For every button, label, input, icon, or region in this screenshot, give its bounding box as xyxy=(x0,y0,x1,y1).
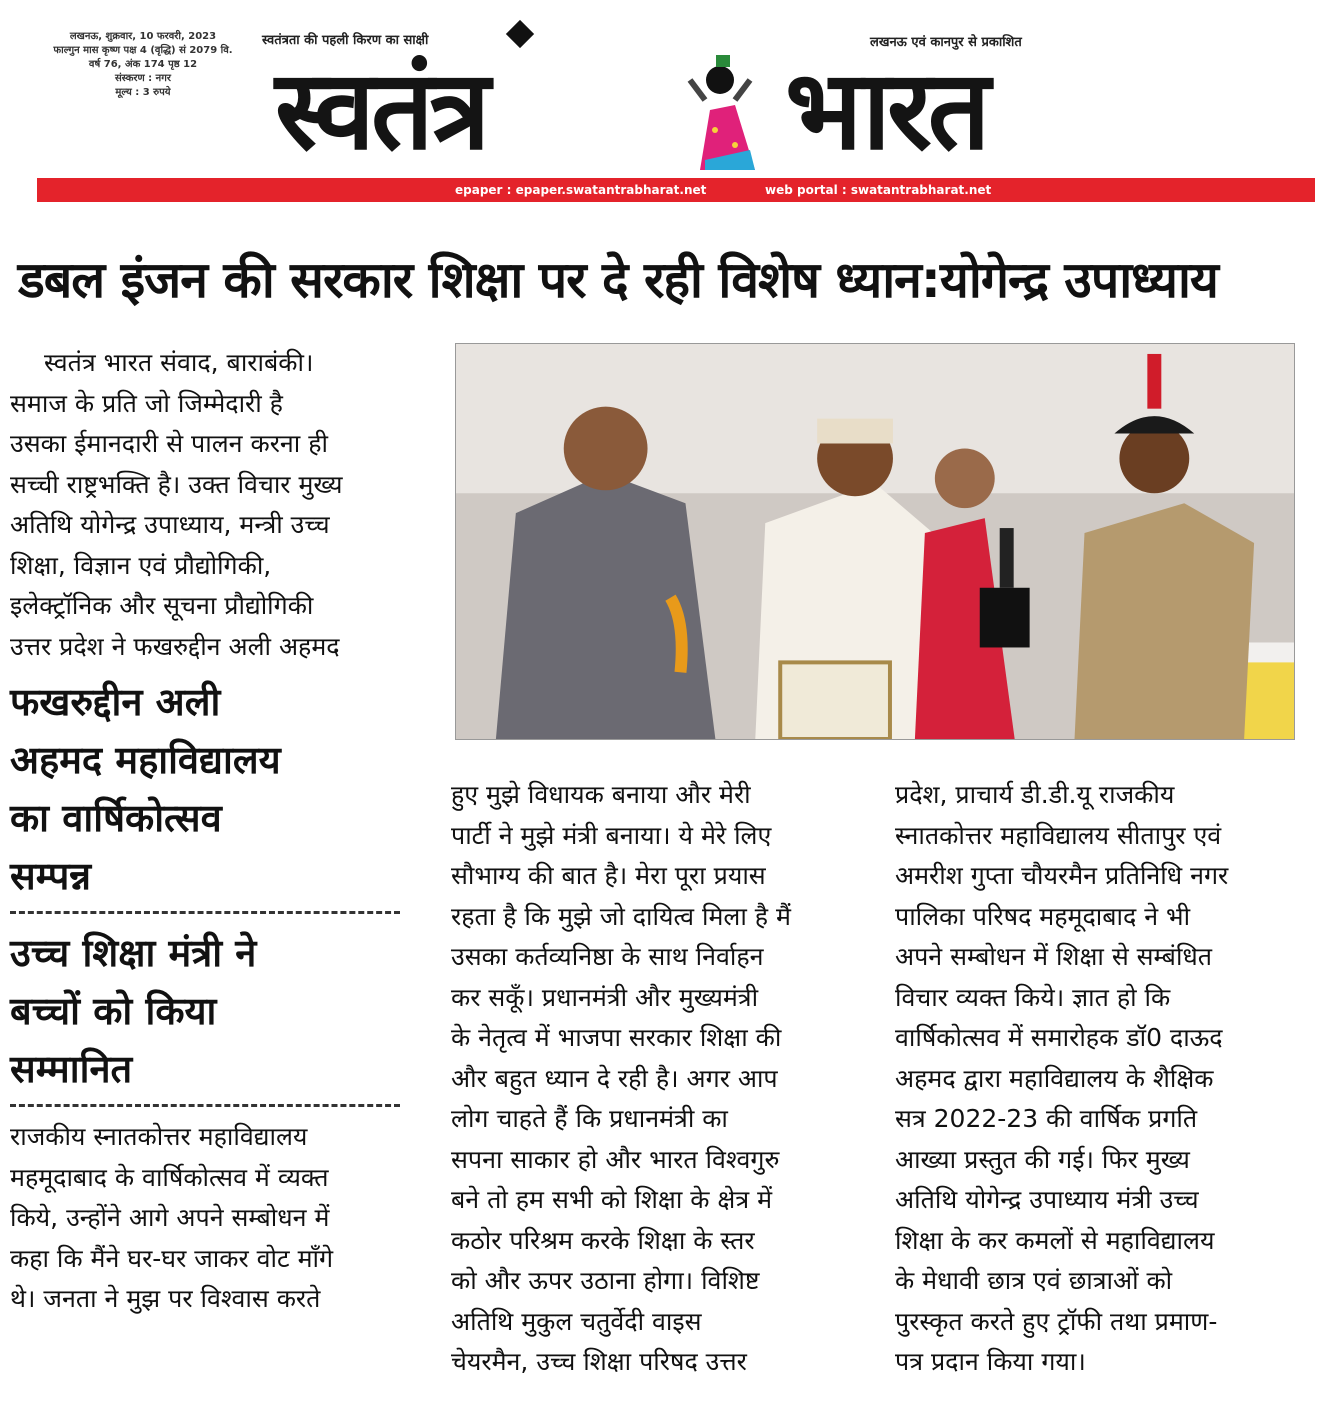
divider xyxy=(10,1104,400,1107)
text-line: और बहुत ध्यान दे रही है। अगर आप xyxy=(451,1063,778,1093)
subhead-line: का वार्षिकोत्सव xyxy=(10,796,222,840)
text-line: स्वतंत्र भारत संवाद, बाराबंकी। xyxy=(44,348,314,377)
masthead-red-bar xyxy=(37,178,1315,202)
text-line: रहता है कि मुझे जो दायित्व मिला है मैं xyxy=(451,901,791,931)
text-line: अमरीश गुप्ता चौयरमैन प्रतिनिधि नगर xyxy=(895,861,1229,890)
text-line: कठोर परिश्रम करके शिक्षा के स्तर xyxy=(451,1225,755,1255)
text-line: उत्तर प्रदेश ने फखरुद्दीन अली अहमद xyxy=(10,631,340,661)
text-line: उसका कर्तव्यनिष्ठा के साथ निर्वाहन xyxy=(451,942,764,971)
dateline xyxy=(28,30,258,100)
text-line: अतिथि योगेन्द्र उपाध्याय, मन्त्री उच्च xyxy=(10,510,330,539)
text-line: लोग चाहते हैं कि प्रधानमंत्री का xyxy=(451,1104,728,1133)
text-line: समाज के प्रति जो जिम्मेदारी है xyxy=(10,388,283,418)
middle-column xyxy=(451,775,851,1383)
subhead-line: अहमद महाविद्यालय xyxy=(10,738,281,782)
text-line: सच्ची राष्ट्रभक्ति है। उक्त विचार मुख्य xyxy=(10,469,343,499)
epaper-link[interactable]: epaper : epaper.swatantrabharat.net xyxy=(455,183,707,197)
event-photo xyxy=(455,343,1295,740)
logo-text-right: भारत xyxy=(785,46,987,174)
text-line: राजकीय स्नातकोत्तर महाविद्यालय xyxy=(10,1122,308,1151)
text-line: पुरस्कृत करते हुए ट्रॉफी तथा प्रमाण- xyxy=(895,1306,1218,1336)
text-line: थे। जनता ने मुझ पर विश्वास करते xyxy=(10,1284,321,1313)
tagline: स्वतंत्रता की पहली किरण का साक्षी xyxy=(262,33,429,48)
subhead-line: बच्चों को किया xyxy=(10,989,217,1033)
text-line: सपना साकार हो और भारत विश्वगुरु xyxy=(451,1144,780,1174)
logo-text-left: स्वतंत्र xyxy=(275,46,487,174)
article-headline: डबल इंजन की सरकार शिक्षा पर दे रही विशेष ध्यान:योगेन्द्र उपाध्याय xyxy=(18,251,1218,309)
left-column xyxy=(10,343,408,1320)
text-line: प्रदेश, प्राचार्य डी.डी.यू राजकीय xyxy=(895,780,1175,809)
text-line: इलेक्ट्रॉनिक और सूचना प्रौद्योगिकी xyxy=(10,591,314,620)
divider xyxy=(10,911,400,914)
dateline-issue: वर्ष 76, अंक 174 पृष्ठ 12 xyxy=(88,59,198,70)
text-line: को और ऊपर उठाना होगा। विशिष्ट xyxy=(451,1266,760,1295)
text-line: वार्षिकोत्सव में समारोहक डॉ0 दाऊद xyxy=(895,1023,1223,1052)
text-line: उसका ईमानदारी से पालन करना ही xyxy=(10,429,328,458)
text-line: के मेधावी छात्र एवं छात्राओं को xyxy=(895,1266,1173,1295)
text-line: कर सकूँ। प्रधानमंत्री और मुख्यमंत्री xyxy=(451,982,759,1012)
text-line: विचार व्यक्त किये। ज्ञात हो कि xyxy=(895,982,1171,1012)
text-line: अपने सम्बोधन में शिक्षा से सम्बंधित xyxy=(895,942,1213,971)
text-line: शिक्षा के कर कमलों से महाविद्यालय xyxy=(895,1225,1215,1255)
text-line: चेयरमैन, उच्च शिक्षा परिषद उत्तर xyxy=(451,1347,747,1376)
diamond-icon xyxy=(506,20,534,48)
text-line: पत्र प्रदान किया गया। xyxy=(895,1347,1086,1376)
text-line: स्नातकोत्तर महाविद्यालय सीतापुर एवं xyxy=(895,820,1222,850)
text-line: सौभाग्य की बात है। मेरा पूरा प्रयास xyxy=(451,861,766,890)
text-line: किये, उन्होंने आगे अपने सम्बोधन में xyxy=(10,1203,330,1232)
logo-figure-icon xyxy=(660,50,780,170)
text-line: बने तो हम सभी को शिक्षा के क्षेत्र में xyxy=(451,1185,773,1214)
text-line: कहा कि मैंने घर-घर जाकर वोट माँगे xyxy=(10,1243,334,1273)
text-line: महमूदाबाद के वार्षिकोत्सव में व्यक्त xyxy=(10,1162,329,1192)
subhead-line: सम्मानित xyxy=(10,1047,133,1091)
dateline-date: लखनऊ, शुक्रवार, 10 फरवरी, 2023 xyxy=(69,31,217,42)
text-line: पार्टी ने मुझे मंत्री बनाया। ये मेरे लिए xyxy=(451,820,772,850)
text-line: पालिका परिषद महमूदाबाद ने भी xyxy=(895,901,1191,931)
text-line: अहमद द्वारा महाविद्यालय के शैक्षिक xyxy=(895,1063,1214,1093)
web-portal-link[interactable]: web portal : swatantrabharat.net xyxy=(765,183,992,197)
text-line: शिक्षा, विज्ञान एवं प्रौद्योगिकी, xyxy=(10,550,272,580)
subhead-line: फखरुद्दीन अली xyxy=(10,680,221,724)
text-line: सत्र 2022-23 की वार्षिक प्रगति xyxy=(895,1104,1198,1133)
text-line: अतिथि मुकुल चतुर्वेदी वाइस xyxy=(451,1306,702,1336)
text-line: आख्या प्रस्तुत की गई। फिर मुख्य xyxy=(895,1144,1190,1174)
text-line: के नेतृत्व में भाजपा सरकार शिक्षा की xyxy=(451,1023,782,1052)
dateline-edition: संस्करण : नगर xyxy=(115,73,171,84)
dateline-price: मूल्य : 3 रुपये xyxy=(115,87,171,98)
text-line: अतिथि योगेन्द्र उपाध्याय मंत्री उच्च xyxy=(895,1185,1199,1214)
text-line: हुए मुझे विधायक बनाया और मेरी xyxy=(451,780,751,809)
dateline-calendar: फाल्गुन मास कृष्ण पक्ष 4 (वृद्धि) सं 2079 वि. xyxy=(53,45,233,56)
publication-cities: लखनऊ एवं कानपुर से प्रकाशित xyxy=(870,35,1022,50)
subhead-line: उच्च शिक्षा मंत्री ने xyxy=(10,931,257,975)
right-column xyxy=(895,775,1295,1383)
subhead-line: सम्पन्न xyxy=(10,854,92,898)
